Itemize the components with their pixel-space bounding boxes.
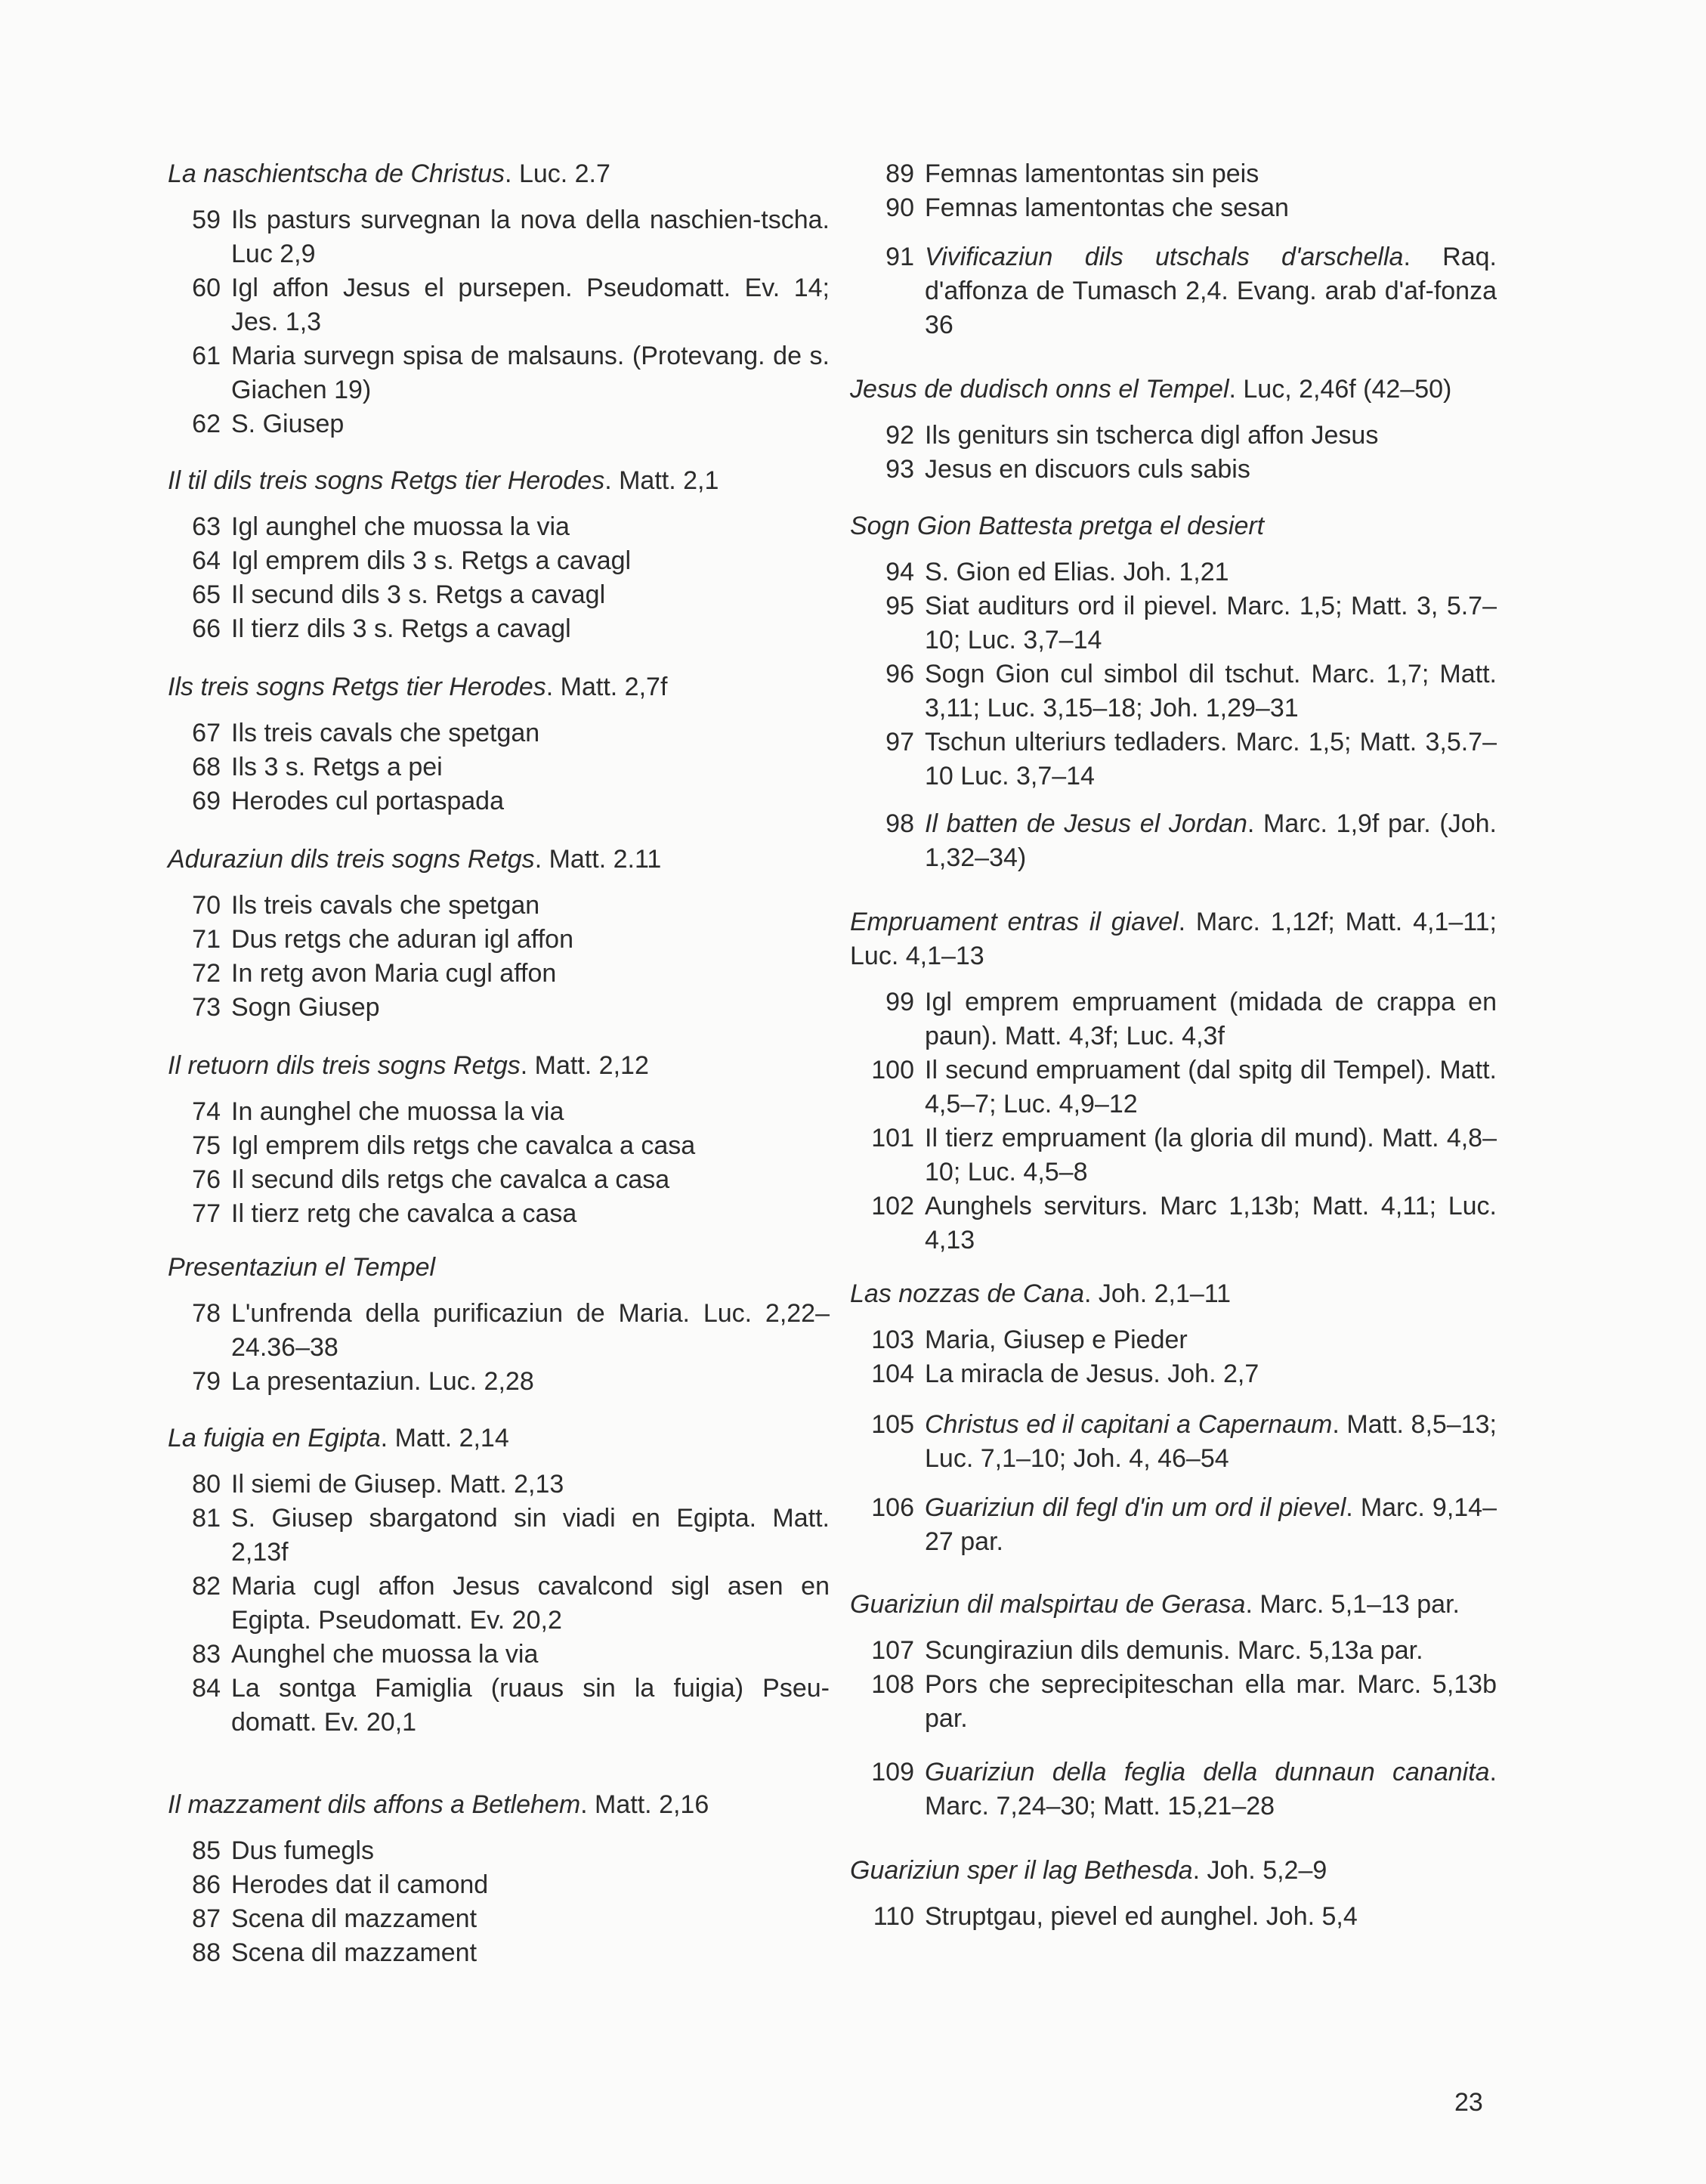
entry-list	[850, 240, 1497, 342]
entry-description: Aunghels serviturs. Marc 1,13b; Matt. 4,11; Luc. 4,13	[925, 1192, 1497, 1254]
entry-text	[231, 578, 830, 612]
entry-description: Igl emprem empruament (midada de crappa en paun). Matt. 4,3f; Luc. 4,3f	[925, 988, 1497, 1050]
section-reference: . Joh. 5,2–9	[1192, 1856, 1327, 1885]
entry-text	[231, 1468, 830, 1502]
entry-text	[925, 589, 1497, 657]
section-title: Il retuorn dils treis sogns Retgs	[168, 1051, 521, 1080]
entry-item	[168, 544, 830, 578]
entry-description: Scena dil mazzament	[231, 1904, 477, 1933]
section-title: Empruament entras il giavel	[850, 908, 1179, 936]
entry-item	[168, 1163, 830, 1197]
entry-item	[168, 203, 830, 271]
entry-text	[231, 407, 830, 441]
entry-number: 83	[192, 1640, 221, 1669]
entry-text	[231, 1672, 830, 1740]
entry-text	[925, 1323, 1497, 1357]
entry-text	[231, 1902, 830, 1936]
entry-description: Jesus en discuors culs sabis	[925, 455, 1250, 484]
section-heading	[850, 1854, 1497, 1888]
section-title: Il til dils treis sogns Retgs tier Herodes	[168, 466, 605, 495]
entry-item	[168, 923, 830, 957]
entry-description: Il secund dils retgs che cavalca a casa	[231, 1165, 670, 1194]
entry-description: Sogn Gion cul simbol dil tschut. Marc. 1,7; Matt. 3,11; Luc. 3,15–18; Joh. 1,29–31	[925, 660, 1497, 722]
section-reference: . Matt. 2,12	[520, 1051, 649, 1080]
entry-text	[925, 807, 1497, 875]
section-group	[850, 1408, 1497, 1476]
section-heading	[850, 373, 1497, 407]
section-group	[850, 1491, 1497, 1559]
entry-number: 80	[192, 1470, 221, 1499]
entry-item	[168, 1502, 830, 1570]
entry-item	[168, 889, 830, 923]
section-group	[168, 1251, 830, 1399]
entry-description: S. Giusep sbargatond sin viadi en Egipta. Matt. 2,13f	[231, 1504, 830, 1567]
entry-number: 87	[192, 1904, 221, 1933]
entry-item	[850, 1189, 1497, 1258]
entry-text	[231, 923, 830, 957]
section-heading	[168, 670, 830, 704]
entry-number: 90	[885, 193, 914, 222]
entry-description: Femnas lamentontas che sesan	[925, 193, 1289, 222]
entry-title: Vivificaziun dils utschals d'arschella	[925, 243, 1404, 271]
entry-item	[850, 1491, 1497, 1559]
entry-item	[168, 991, 830, 1025]
section-group	[850, 157, 1497, 225]
entry-item	[850, 1408, 1497, 1476]
entry-number: 79	[192, 1367, 221, 1396]
entry-description: Ils geniturs sin tscherca digl affon Jesus	[925, 421, 1379, 450]
entry-item	[850, 1900, 1497, 1934]
entry-item	[168, 957, 830, 991]
section-group	[850, 373, 1497, 487]
entry-item	[168, 1468, 830, 1502]
section-reference: . Luc, 2,46f (42–50)	[1229, 375, 1452, 404]
entry-description: Ils treis cavals che spetgan	[231, 719, 540, 747]
entry-description: Scungiraziun dils demunis. Marc. 5,13a par.	[925, 1636, 1423, 1665]
entry-number: 65	[192, 580, 221, 609]
entry-number: 75	[192, 1131, 221, 1160]
entry-description: La sontga Famiglia (ruaus sin la fuigia) Pseu-domatt. Ev. 20,1	[231, 1674, 830, 1737]
section-heading	[168, 1421, 830, 1455]
entry-text	[925, 1357, 1497, 1391]
entry-title: Il batten de Jesus el Jordan	[925, 809, 1247, 838]
entry-number: 74	[192, 1097, 221, 1126]
entry-description: La miracla de Jesus. Joh. 2,7	[925, 1360, 1259, 1388]
entry-description: S. Giusep	[231, 410, 345, 438]
entry-item	[850, 1323, 1497, 1357]
entry-text	[925, 657, 1497, 725]
entry-description: Ils 3 s. Retgs a pei	[231, 753, 443, 781]
entry-item	[168, 1095, 830, 1129]
entry-text	[925, 453, 1497, 487]
entry-number: 77	[192, 1199, 221, 1228]
entry-item	[168, 1129, 830, 1163]
entry-item	[168, 1197, 830, 1231]
entry-text	[925, 555, 1497, 589]
entry-list	[850, 1491, 1497, 1559]
entry-number: 67	[192, 719, 221, 747]
entry-text	[231, 784, 830, 818]
entry-number: 96	[885, 660, 914, 688]
entry-text	[231, 1163, 830, 1197]
entry-description: Il secund dils 3 s. Retgs a cavagl	[231, 580, 606, 609]
entry-description: Sogn Giusep	[231, 993, 380, 1022]
entry-item	[850, 555, 1497, 589]
section-reference: . Matt. 2,16	[580, 1790, 709, 1819]
entry-item	[850, 807, 1497, 875]
entry-list	[850, 1323, 1497, 1391]
section-group	[168, 1788, 830, 1970]
section-title: Il mazzament dils affons a Betlehem	[168, 1790, 581, 1819]
entry-text	[231, 1129, 830, 1163]
section-heading	[850, 1588, 1497, 1622]
section-group	[850, 509, 1497, 793]
entry-list	[168, 716, 830, 818]
section-group	[168, 670, 830, 818]
section-group	[168, 1421, 830, 1740]
entry-description: . Matt. 8,5–13; Luc. 7,1–10; Joh. 4, 46–54	[925, 1410, 1497, 1473]
section-group	[850, 905, 1497, 1258]
entry-item	[850, 1634, 1497, 1668]
entry-text	[231, 612, 830, 646]
entry-description: . Marc. 1,9f par. (Joh. 1,32–34)	[925, 809, 1497, 872]
entry-list	[850, 807, 1497, 875]
section-reference: . Marc. 1,12f; Matt. 4,1–11; Luc. 4,1–13	[850, 908, 1497, 970]
entry-text	[231, 203, 830, 271]
entry-item	[168, 750, 830, 784]
section-group	[850, 1756, 1497, 1824]
entry-number: 76	[192, 1165, 221, 1194]
entry-item	[850, 985, 1497, 1053]
entry-number: 97	[885, 728, 914, 756]
section-group	[850, 240, 1497, 342]
entry-list	[168, 889, 830, 1025]
section-reference: . Matt. 2,1	[604, 466, 719, 495]
entry-number: 93	[885, 455, 914, 484]
entry-number: 78	[192, 1299, 221, 1328]
section-title: Aduraziun dils treis sogns Retgs	[168, 845, 535, 874]
section-group	[850, 1588, 1497, 1736]
entry-description: Siat auditurs ord il pievel. Marc. 1,5; Matt. 3, 5.7–10; Luc. 3,7–14	[925, 592, 1497, 654]
section-group	[168, 157, 830, 441]
entry-list	[168, 203, 830, 441]
entry-description: Dus fumegls	[231, 1836, 374, 1865]
entry-item	[850, 453, 1497, 487]
section-heading	[168, 1788, 830, 1822]
entry-item	[168, 510, 830, 544]
entry-description: Igl aunghel che muossa la via	[231, 512, 570, 541]
entry-text	[925, 157, 1497, 191]
entry-description: In aunghel che muossa la via	[231, 1097, 564, 1126]
entry-number: 59	[192, 206, 221, 234]
entry-item	[168, 271, 830, 339]
entry-text	[231, 1936, 830, 1970]
entry-description: Pors che seprecipiteschan ella mar. Marc. 5,13b par.	[925, 1670, 1497, 1733]
entry-description: Il siemi de Giusep. Matt. 2,13	[231, 1470, 564, 1499]
entry-text	[925, 240, 1497, 342]
entry-text	[231, 750, 830, 784]
entry-number: 63	[192, 512, 221, 541]
entry-text	[231, 1502, 830, 1570]
entry-description: Herodes cul portaspada	[231, 787, 505, 815]
entry-item	[168, 784, 830, 818]
entry-item	[850, 191, 1497, 225]
entry-item	[168, 1902, 830, 1936]
section-heading	[168, 157, 830, 191]
right-column	[850, 157, 1497, 1934]
entry-list	[168, 1095, 830, 1231]
entry-list	[850, 985, 1497, 1258]
entry-number: 98	[885, 809, 914, 838]
entry-text	[231, 1570, 830, 1638]
entry-description: Igl affon Jesus el pursepen. Pseudomatt. Ev. 14; Jes. 1,3	[231, 274, 830, 336]
entry-number: 100	[871, 1056, 914, 1084]
entry-number: 69	[192, 787, 221, 815]
entry-description: Maria survegn spisa de malsauns. (Protevang. de s. Giachen 19)	[231, 342, 830, 404]
entry-number: 82	[192, 1572, 221, 1601]
entry-title: Christus ed il capitani a Capernaum	[925, 1410, 1333, 1439]
entry-number: 94	[885, 558, 914, 586]
entry-item	[168, 716, 830, 750]
section-reference: . Matt. 2,7f	[545, 673, 668, 701]
entry-number: 60	[192, 274, 221, 302]
entry-item	[850, 157, 1497, 191]
entry-description: Il tierz dils 3 s. Retgs a cavagl	[231, 614, 571, 643]
entry-text	[231, 510, 830, 544]
entry-item	[168, 407, 830, 441]
entry-number: 104	[871, 1360, 914, 1388]
entry-description: Maria cugl affon Jesus cavalcond sigl asen en Egipta. Pseudomatt. Ev. 20,2	[231, 1572, 830, 1635]
entry-text	[231, 544, 830, 578]
entry-number: 84	[192, 1674, 221, 1703]
entry-description: . Marc. 9,14–27 par.	[925, 1493, 1497, 1556]
entry-number: 68	[192, 753, 221, 781]
entry-description: Dus retgs che aduran igl affon	[231, 925, 573, 954]
section-title: Guariziun dil malspirtau de Gerasa	[850, 1590, 1246, 1619]
entry-description: Ils pasturs survegnan la nova della naschien-tscha. Luc 2,9	[231, 206, 830, 268]
section-reference: . Matt. 2.11	[534, 845, 662, 874]
entry-text	[231, 716, 830, 750]
entry-description: L'unfrenda della purificaziun de Maria. Luc. 2,22–24.36–38	[231, 1299, 830, 1362]
entry-text	[925, 419, 1497, 453]
entry-text	[925, 1121, 1497, 1189]
entry-text	[925, 725, 1497, 793]
entry-number: 101	[871, 1124, 914, 1152]
entry-item	[168, 1570, 830, 1638]
entry-list	[850, 419, 1497, 487]
entry-text	[231, 1297, 830, 1365]
entry-number: 103	[871, 1326, 914, 1354]
section-heading	[850, 905, 1497, 973]
entry-text	[231, 1638, 830, 1672]
entry-number: 71	[192, 925, 221, 954]
section-reference: . Luc. 2.7	[505, 159, 610, 188]
entry-text	[925, 1491, 1497, 1559]
section-heading	[168, 1049, 830, 1083]
entry-list	[850, 555, 1497, 793]
entry-text	[925, 1668, 1497, 1736]
entry-text	[925, 1900, 1497, 1934]
entry-title: Guariziun dil fegl d'in um ord il pievel	[925, 1493, 1346, 1522]
entry-title: Guariziun della feglia della dunnaun cananita	[925, 1758, 1490, 1786]
entry-text	[231, 889, 830, 923]
entry-number: 64	[192, 546, 221, 575]
entry-item	[168, 1672, 830, 1740]
section-title: Las nozzas de Cana	[850, 1279, 1084, 1308]
entry-item	[168, 1365, 830, 1399]
entry-number: 105	[871, 1410, 914, 1439]
section-group	[850, 807, 1497, 875]
entry-text	[925, 1189, 1497, 1258]
entry-number: 85	[192, 1836, 221, 1865]
entry-number: 108	[871, 1670, 914, 1699]
entry-item	[168, 1297, 830, 1365]
entry-text	[925, 1053, 1497, 1121]
entry-list	[168, 1297, 830, 1399]
entry-item	[850, 1121, 1497, 1189]
entry-item	[850, 1756, 1497, 1824]
entry-item	[168, 1868, 830, 1902]
entry-number: 62	[192, 410, 221, 438]
entry-item	[168, 1834, 830, 1868]
entry-list	[168, 1468, 830, 1740]
entry-item	[850, 657, 1497, 725]
entry-item	[850, 725, 1497, 793]
entry-number: 95	[885, 592, 914, 620]
entry-list	[850, 1634, 1497, 1736]
entry-number: 73	[192, 993, 221, 1022]
entry-item	[850, 419, 1497, 453]
entry-number: 99	[885, 988, 914, 1016]
entry-description: Scena dil mazzament	[231, 1938, 477, 1967]
entry-description: Tschun ulteriurs tedladers. Marc. 1,5; Matt. 3,5.7–10 Luc. 3,7–14	[925, 728, 1497, 790]
page-number: 23	[1454, 2088, 1483, 2117]
section-title: Presentaziun el Tempel	[168, 1253, 436, 1282]
entry-list	[168, 1834, 830, 1970]
section-title: Sogn Gion Battesta pretga el desiert	[850, 512, 1265, 540]
entry-description: In retg avon Maria cugl affon	[231, 959, 557, 988]
section-heading	[168, 843, 830, 877]
entry-text	[925, 1634, 1497, 1668]
section-group	[168, 464, 830, 646]
entry-description: La presentaziun. Luc. 2,28	[231, 1367, 534, 1396]
section-heading	[850, 509, 1497, 543]
entry-list	[850, 1408, 1497, 1476]
entry-list	[850, 1756, 1497, 1824]
entry-text	[231, 271, 830, 339]
section-group	[850, 1277, 1497, 1391]
entry-text	[231, 991, 830, 1025]
entry-number: 106	[871, 1493, 914, 1522]
entry-description: . Marc. 7,24–30; Matt. 15,21–28	[925, 1758, 1497, 1821]
entry-text	[925, 1408, 1497, 1476]
entry-description: Struptgau, pievel ed aunghel. Joh. 5,4	[925, 1902, 1358, 1931]
entry-number: 70	[192, 891, 221, 920]
entry-description: Igl emprem dils 3 s. Retgs a cavagl	[231, 546, 632, 575]
entry-text	[231, 1365, 830, 1399]
entry-text	[231, 339, 830, 407]
entry-number: 81	[192, 1504, 221, 1533]
entry-description: Femnas lamentontas sin peis	[925, 159, 1259, 188]
entry-number: 92	[885, 421, 914, 450]
entry-description: Aunghel che muossa la via	[231, 1640, 539, 1669]
entry-item	[168, 612, 830, 646]
section-group	[168, 843, 830, 1025]
section-group	[850, 1854, 1497, 1934]
entry-item	[168, 578, 830, 612]
left-column	[168, 157, 830, 1970]
entry-description: Il secund empruament (dal spitg dil Tempel). Matt. 4,5–7; Luc. 4,9–12	[925, 1056, 1497, 1118]
section-heading	[168, 1251, 830, 1285]
entry-list	[168, 510, 830, 646]
entry-item	[168, 1936, 830, 1970]
section-reference: . Joh. 2,1–11	[1083, 1279, 1232, 1308]
entry-item	[168, 1638, 830, 1672]
section-title: Ils treis sogns Retgs tier Herodes	[168, 673, 546, 701]
entry-item	[850, 1357, 1497, 1391]
section-heading	[850, 1277, 1497, 1311]
entry-number: 89	[885, 159, 914, 188]
entry-number: 66	[192, 614, 221, 643]
entry-number: 86	[192, 1870, 221, 1899]
entry-item	[850, 1053, 1497, 1121]
entry-item	[850, 589, 1497, 657]
entry-number: 72	[192, 959, 221, 988]
section-reference: . Matt. 2,14	[380, 1424, 509, 1452]
section-group	[168, 1049, 830, 1231]
entry-item	[850, 240, 1497, 342]
entry-text	[231, 1095, 830, 1129]
entry-text	[231, 1868, 830, 1902]
entry-text	[231, 1197, 830, 1231]
entry-number: 91	[885, 243, 914, 271]
entry-text	[231, 1834, 830, 1868]
entry-description: S. Gion ed Elias. Joh. 1,21	[925, 558, 1229, 586]
section-title: Jesus de dudisch onns el Tempel	[850, 375, 1229, 404]
entry-number: 110	[873, 1902, 914, 1931]
entry-text	[231, 957, 830, 991]
entry-item	[850, 1668, 1497, 1736]
section-title: Guariziun sper il lag Bethesda	[850, 1856, 1193, 1885]
entry-description: . Raq. d'affonza de Tumasch 2,4. Evang. arab d'af-fonza 36	[925, 243, 1497, 339]
entry-description: Igl emprem dils retgs che cavalca a casa	[231, 1131, 696, 1160]
entry-number: 61	[192, 342, 221, 370]
entry-description: Ils treis cavals che spetgan	[231, 891, 540, 920]
entry-text	[925, 191, 1497, 225]
entry-description: Herodes dat il camond	[231, 1870, 489, 1899]
entry-number: 109	[871, 1758, 914, 1786]
section-title: La fuigia en Egipta	[168, 1424, 381, 1452]
entry-description: Il tierz retg che cavalca a casa	[231, 1199, 577, 1228]
entry-list	[850, 157, 1497, 225]
section-title: La naschientscha de Christus	[168, 159, 505, 188]
entry-text	[925, 985, 1497, 1053]
entry-number: 88	[192, 1938, 221, 1967]
entry-item	[168, 339, 830, 407]
entry-number: 107	[871, 1636, 914, 1665]
entry-text	[925, 1756, 1497, 1824]
entry-list	[850, 1900, 1497, 1934]
entry-number: 102	[871, 1192, 914, 1220]
section-heading	[168, 464, 830, 498]
entry-description: Il tierz empruament (la gloria dil mund). Matt. 4,8–10; Luc. 4,5–8	[925, 1124, 1497, 1186]
entry-description: Maria, Giusep e Pieder	[925, 1326, 1188, 1354]
section-reference: . Marc. 5,1–13 par.	[1245, 1590, 1460, 1619]
